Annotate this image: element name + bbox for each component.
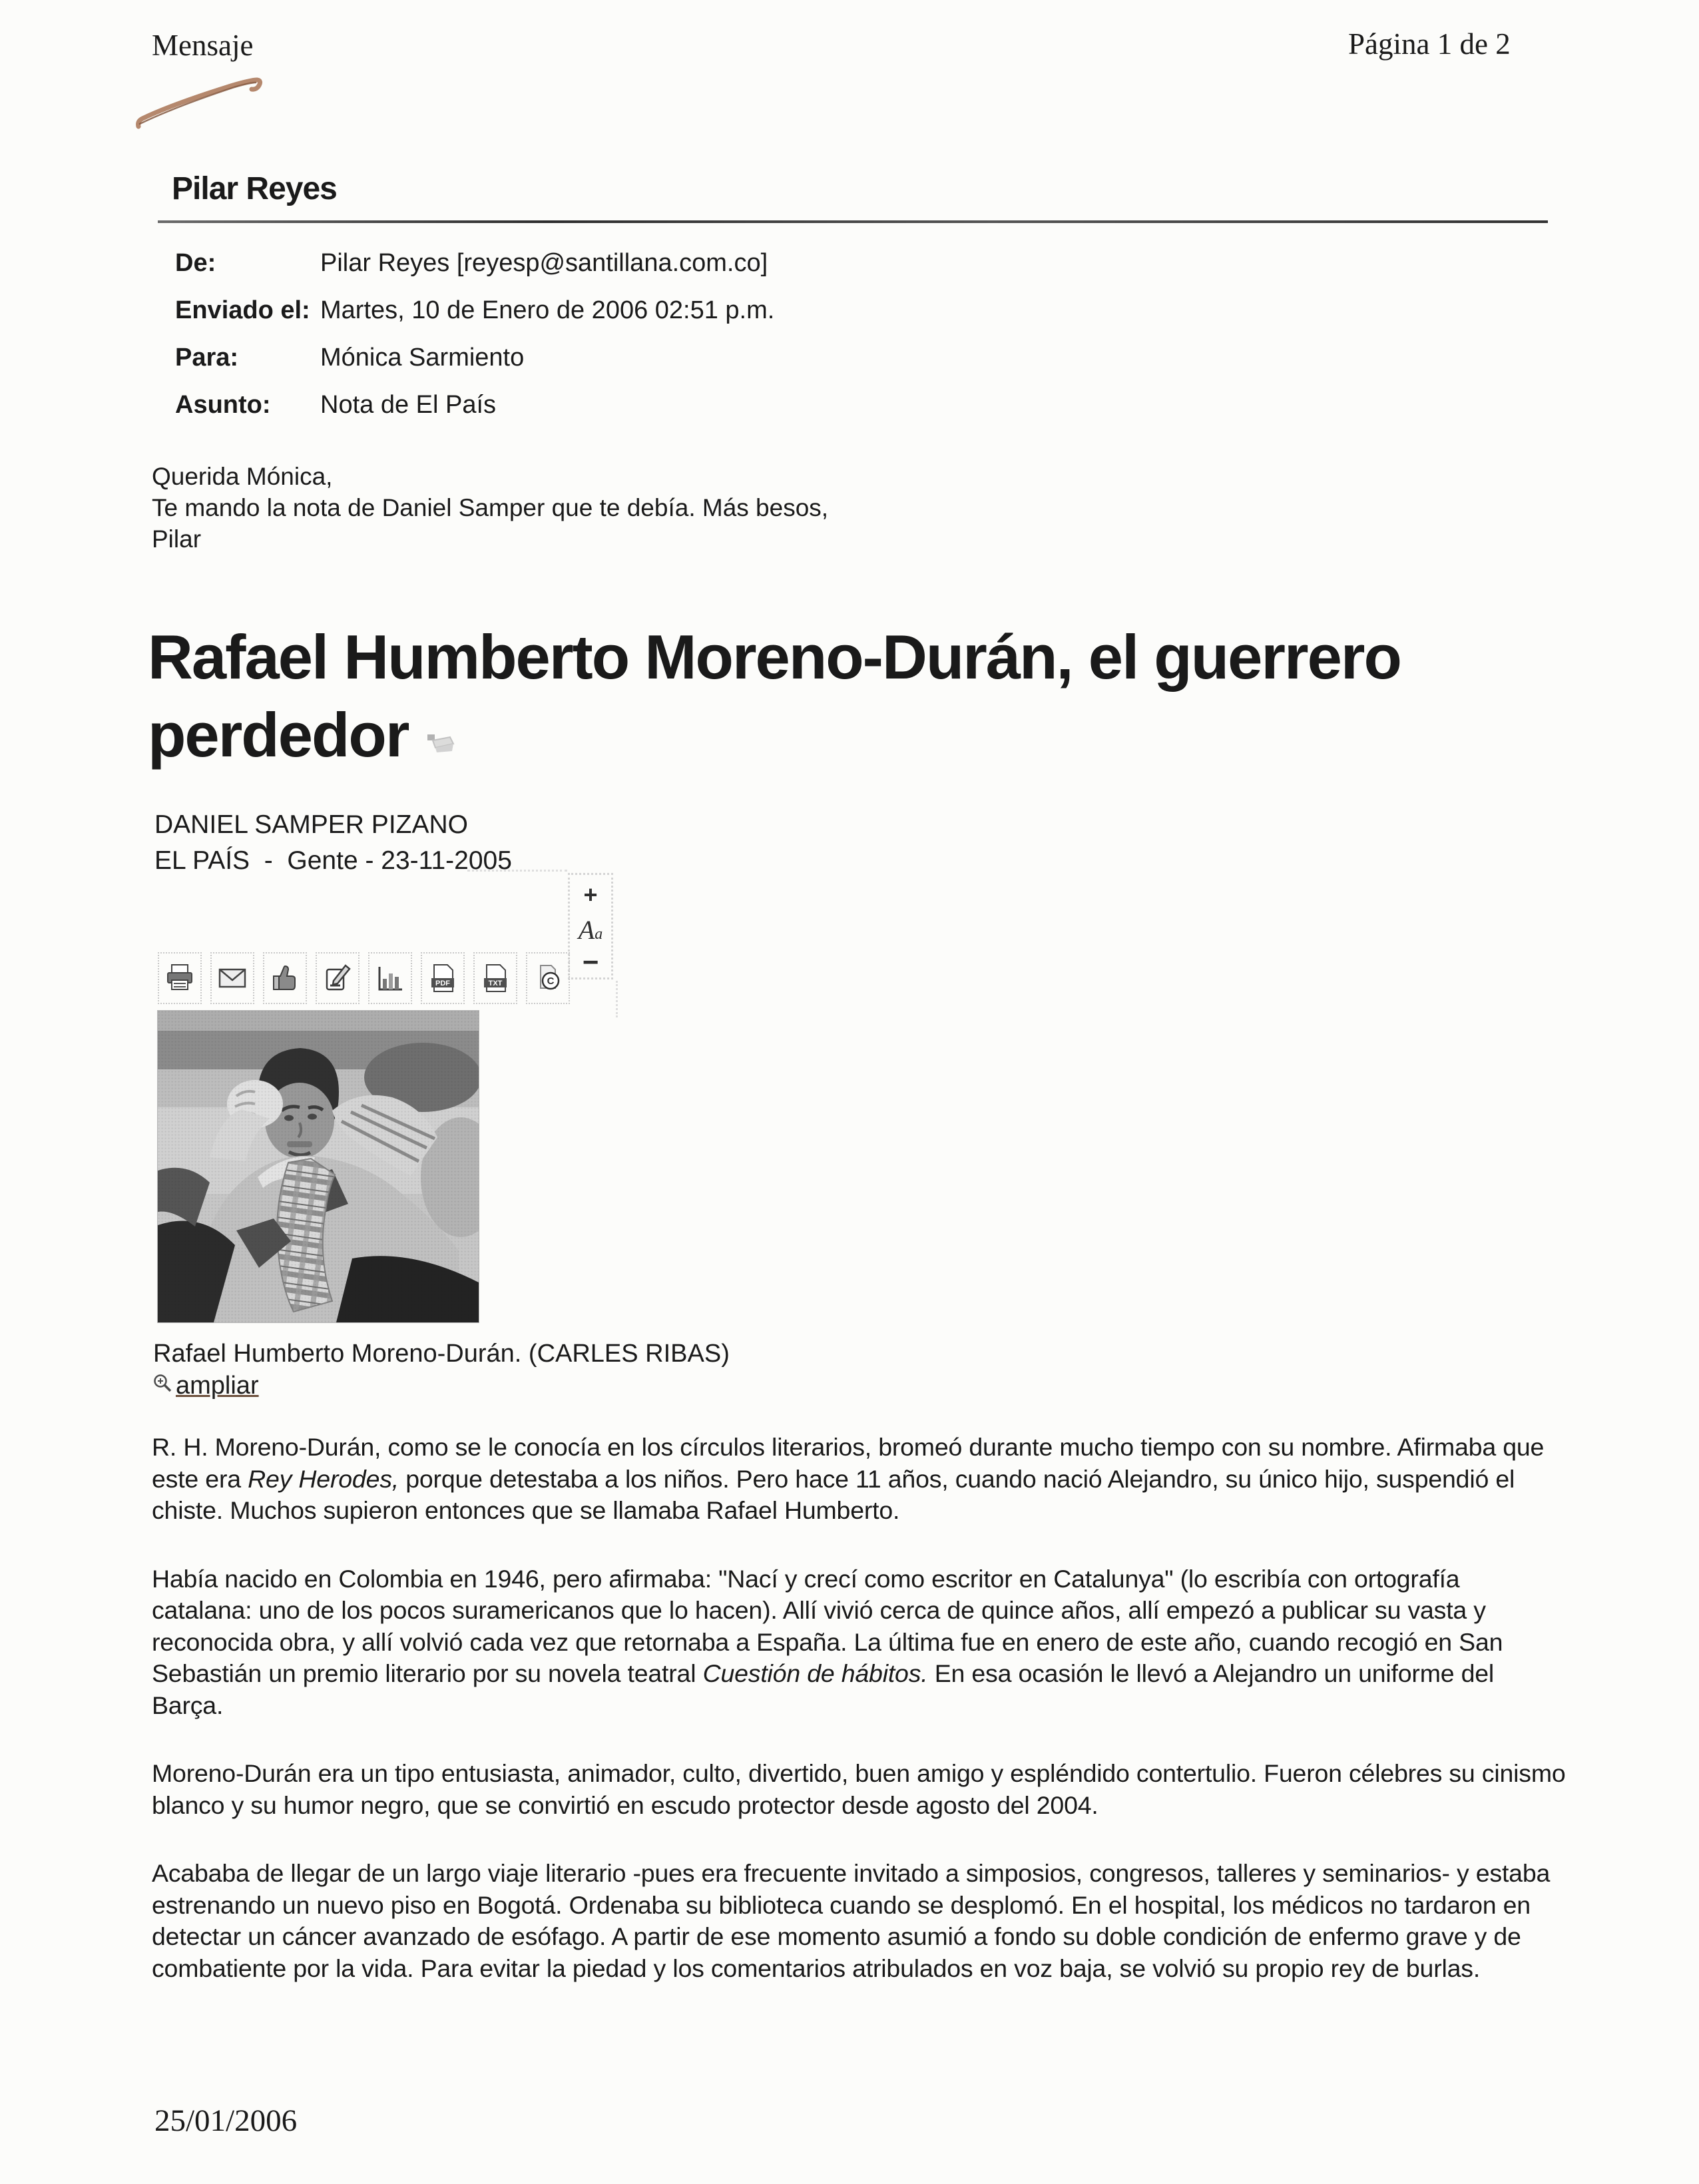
svg-text:PDF: PDF bbox=[435, 979, 450, 987]
recommend-icon[interactable] bbox=[263, 952, 307, 1004]
email-sender-heading: Pilar Reyes bbox=[172, 171, 337, 206]
pen-scribble bbox=[133, 75, 273, 135]
statistics-icon[interactable] bbox=[368, 952, 412, 1004]
write-icon[interactable] bbox=[316, 952, 360, 1004]
txt-icon[interactable] bbox=[473, 952, 517, 1004]
email-body bbox=[152, 461, 828, 555]
email-icon[interactable] bbox=[210, 952, 254, 1004]
decrease-font-button[interactable]: − bbox=[582, 946, 599, 977]
photo-caption: Rafael Humberto Moreno-Durán. (CARLES RIBAS) bbox=[153, 1340, 730, 1368]
svg-text:C: C bbox=[547, 975, 555, 987]
article-paragraph: Había nacido en Colombia en 1946, pero afirmaba: "Nací y crecí como escritor en Catalunya" (lo escribía con ortografía catalana: uno de los pocos suramericanos que lo hacen). Allí vivió cerca de quince años, allí empezó a publicar su vasta y reconocida obra, y allí volvió cada vez que retornaba a España. La última fue en enero de este año, cuando recogió en San Sebastián un premio literario por su novela teatral Cuestión de hábitos. En esa ocasión le llevó a Alejandro un uniforme del Barça. bbox=[152, 1564, 1503, 1719]
article-toolbar bbox=[158, 952, 570, 1004]
email-body-line: Te mando la nota de Daniel Samper que te debía. Más besos, bbox=[152, 494, 829, 521]
email-field-label: Enviado el: bbox=[175, 296, 310, 324]
article-paragraph: Acababa de llegar de un largo viaje literario -pues era frecuente invitado a simposios, congresos, talleres y seminarios- y estaba estrenando un nuevo piso en Bogotá. Ordenaba su biblioteca cuando se desplomó. En el hospital, los médicos no tardaron en detectar un cáncer avanzado de esófago. A partir de ese momento asumió a fondo su doble condición de enfermo grave y de combatiente por la vida. Para evitar la piedad y los comentarios atribulados en voz baja, se volvió su propio rey de burlas. bbox=[152, 1859, 1551, 1982]
widget-guide-line bbox=[616, 981, 618, 1017]
article-photo bbox=[158, 1011, 479, 1322]
email-field-label: De: bbox=[175, 249, 216, 277]
article-body bbox=[152, 1432, 1567, 2021]
pdf-icon[interactable] bbox=[421, 952, 465, 1004]
magnifier-icon bbox=[152, 1372, 173, 1400]
email-field-value: Mónica Sarmiento bbox=[320, 344, 525, 372]
article-source-line: EL PAÍS - Gente - 23-11-2005 bbox=[154, 846, 512, 875]
widget-guide-line bbox=[467, 870, 567, 872]
font-size-letter: Aa bbox=[578, 915, 603, 946]
email-field-value: Nota de El País bbox=[320, 391, 497, 419]
print-icon[interactable] bbox=[158, 952, 202, 1004]
page-number: Página 1 de 2 bbox=[1348, 27, 1511, 61]
article-author: DANIEL SAMPER PIZANO bbox=[154, 810, 468, 839]
email-body-line: Querida Mónica, bbox=[152, 463, 333, 490]
article-paragraph: Moreno-Durán era un tipo entusiasta, animador, culto, divertido, buen amigo y espléndido contertulio. Fueron célebres su cinismo blanco y su humor negro, que se convirtió en escudo protector desde agosto del 2004. bbox=[152, 1759, 1566, 1819]
enlarge-photo-label[interactable]: ampliar bbox=[176, 1372, 259, 1400]
headline-tool-icon[interactable] bbox=[425, 696, 456, 774]
document-type-label: Mensaje bbox=[152, 29, 254, 62]
email-field-value: Martes, 10 de Enero de 2006 02:51 p.m. bbox=[320, 296, 775, 324]
increase-font-button[interactable]: + bbox=[583, 881, 598, 908]
article-byline bbox=[154, 807, 512, 879]
email-body-line: Pilar bbox=[152, 525, 202, 553]
email-field-label: Para: bbox=[175, 344, 239, 372]
enlarge-photo-link[interactable] bbox=[152, 1372, 259, 1400]
email-field-value: Pilar Reyes [reyesp@santillana.com.co] bbox=[320, 249, 768, 277]
article-paragraph: R. H. Moreno-Durán, como se le conocía en los círculos literarios, bromeó durante mucho tiempo con su nombre. Afirmaba que este era Rey Herodes, porque detestaba a los niños. Pero hace 11 años, cuando nació Alejandro, su único hijo, suspendió el chiste. Muchos supieron entonces que se llamaba Rafael Humberto. bbox=[152, 1433, 1545, 1524]
headline-text: Rafael Humberto Moreno-Durán, el guerrero perdedor bbox=[148, 622, 1401, 770]
article-headline bbox=[148, 618, 1599, 774]
font-size-widget bbox=[568, 873, 613, 979]
header-divider bbox=[158, 220, 1548, 223]
svg-text:TXT: TXT bbox=[488, 979, 503, 987]
email-header-fields bbox=[175, 248, 774, 420]
print-date: 25/01/2006 bbox=[154, 2103, 298, 2138]
email-field-label: Asunto: bbox=[175, 391, 271, 419]
copyright-icon[interactable] bbox=[526, 952, 570, 1004]
